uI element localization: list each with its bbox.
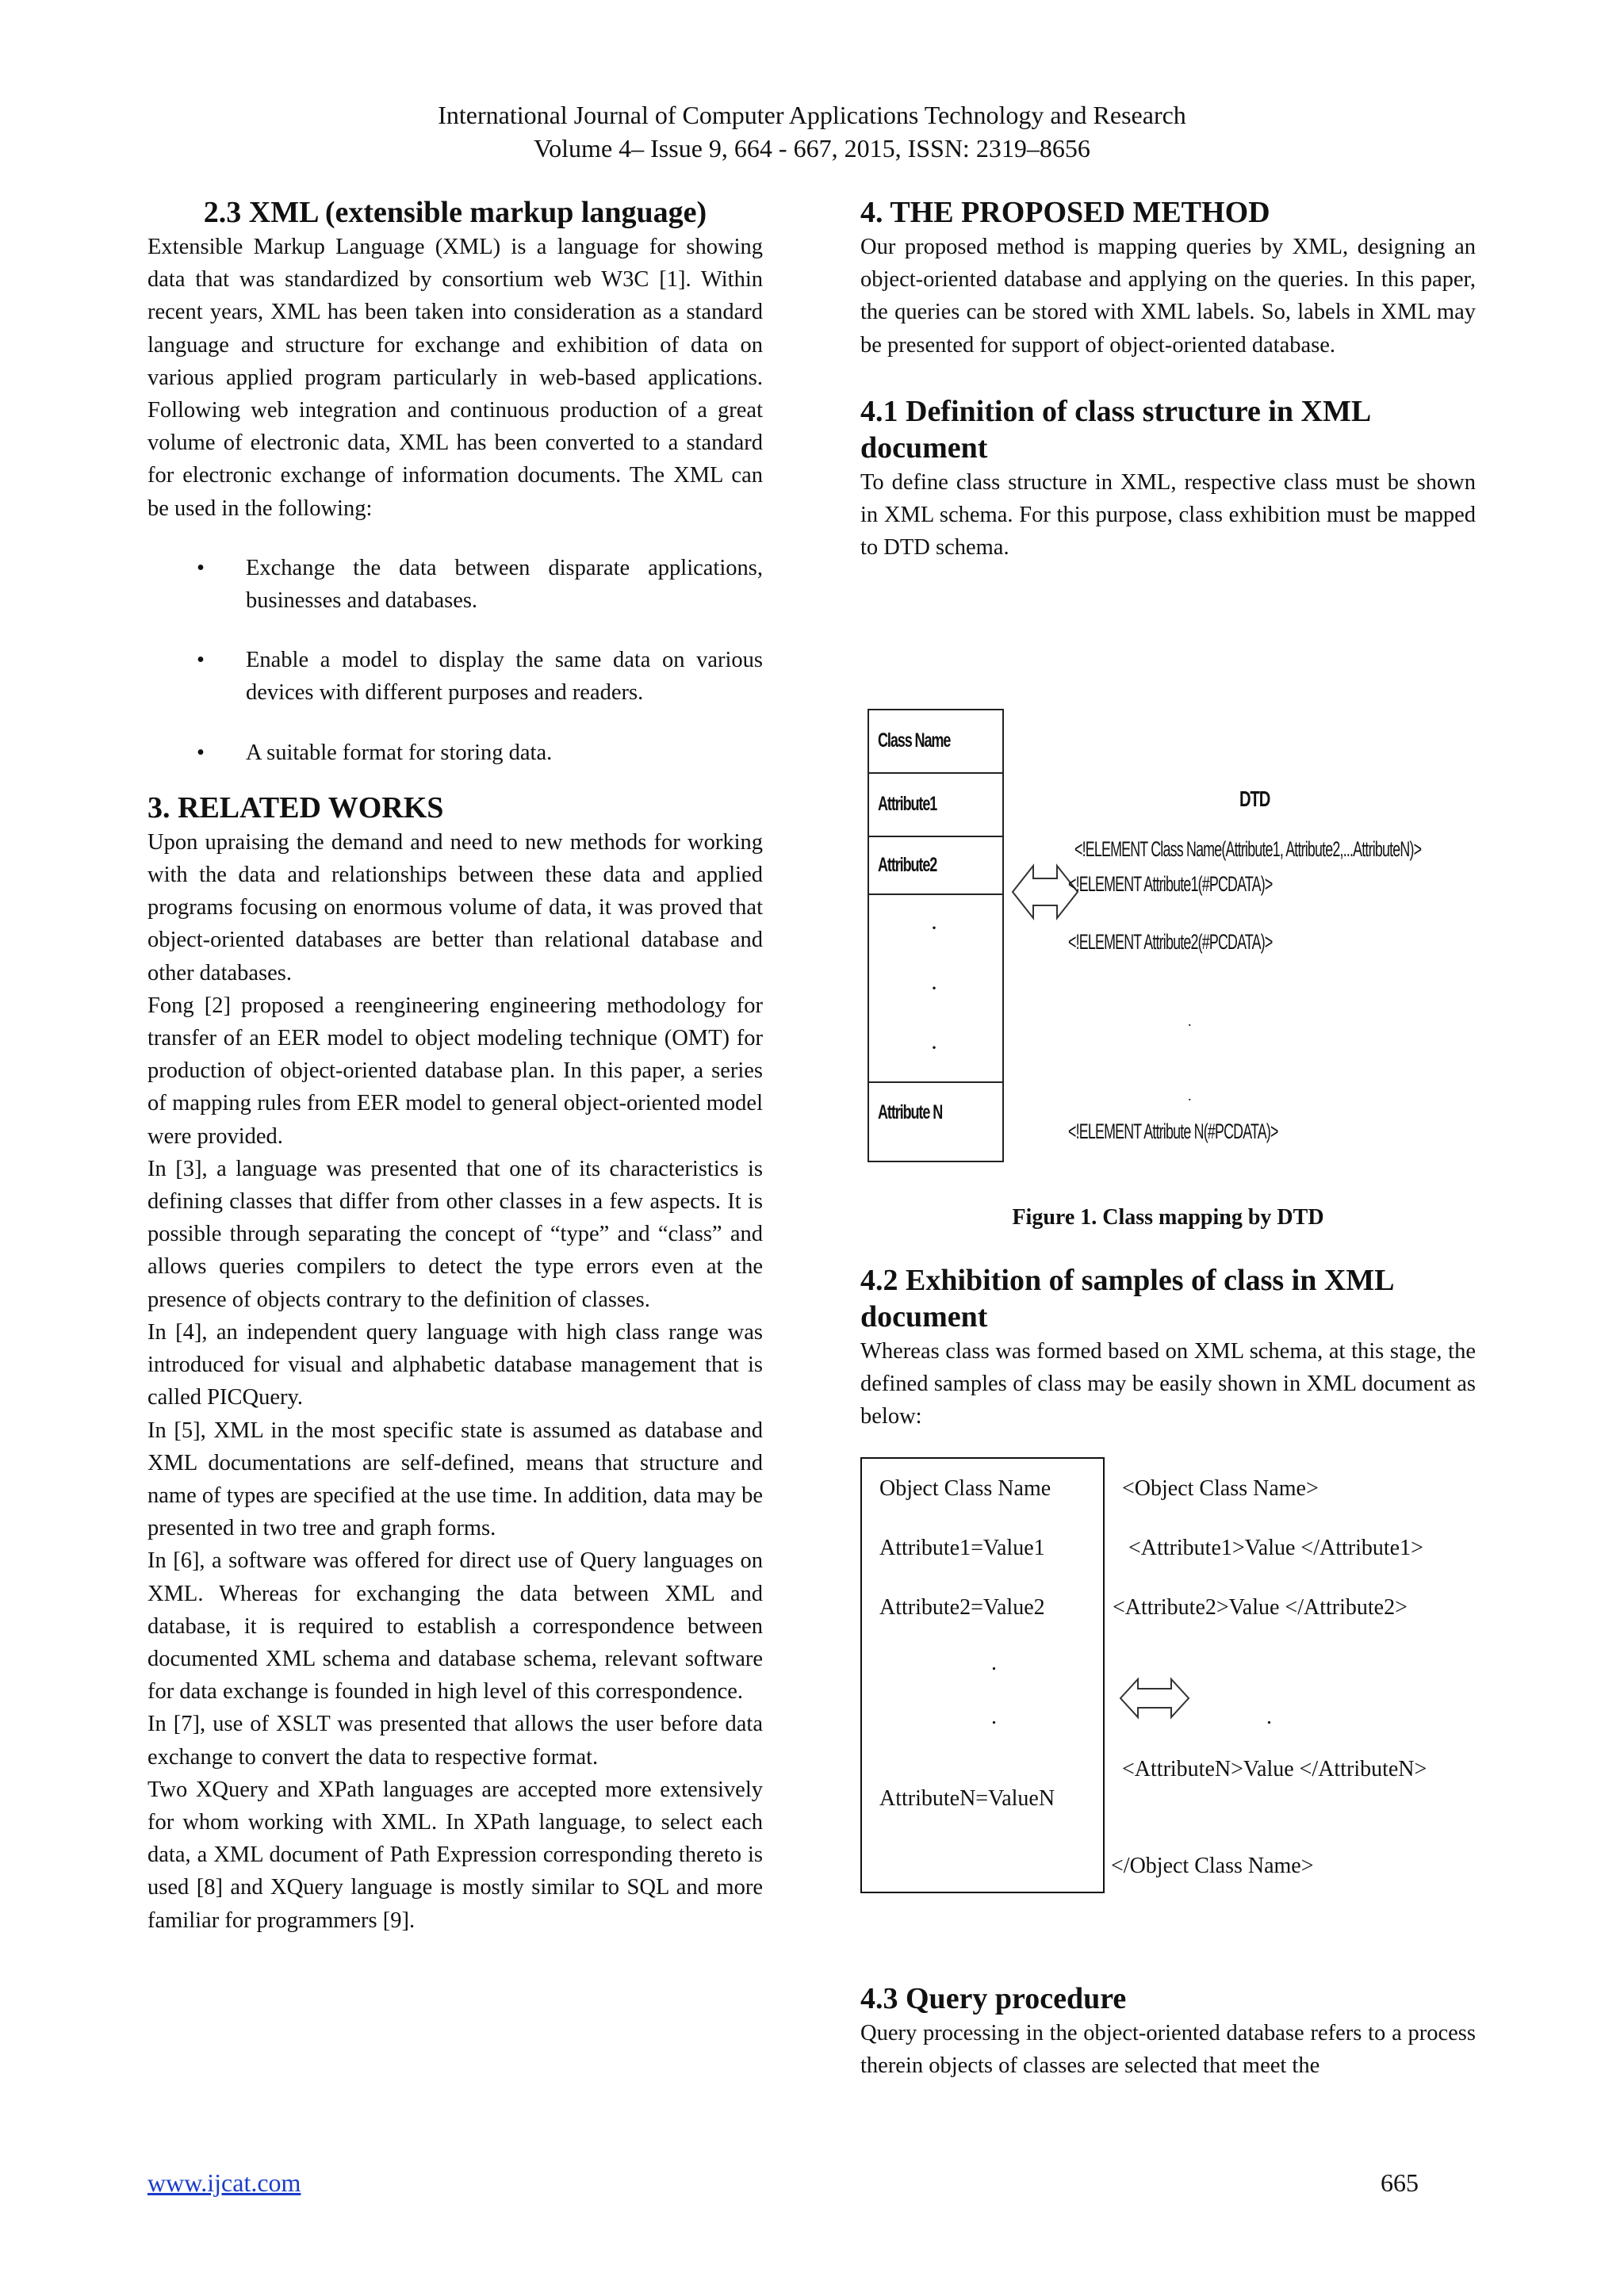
section-4-2-paragraph: Whereas class was formed based on XML schema, at this stage, the defined samples of class may be easily shown in XML document as below: [860, 1339, 1476, 1429]
dtd-ellipsis: . [1188, 1013, 1192, 1029]
section-3-paragraph: In [7], use of XSLT was presented that allows the user before data exchange to convert the data to respective format. [147, 1712, 763, 1770]
object-box [861, 1458, 1104, 1892]
section-4-title: 4. THE PROPOSED METHOD [860, 196, 1270, 229]
class-cell-attribute1: Attribute1 [878, 793, 937, 815]
list-item [147, 737, 763, 769]
section-4-1-paragraph: To define class structure in XML, respective class must be shown in XML schema. For this purpose, class exhibition must be mapped to DTD schema. [860, 469, 1476, 561]
figure-class-mapping [860, 698, 1487, 1189]
dtd-line: <!ELEMENT Attribute2(#PCDATA)> [1068, 930, 1273, 954]
xml-attribute1-line: <Attribute1>Value </Attribute1> [1128, 1536, 1423, 1560]
dtd-ellipsis: . [1188, 1088, 1192, 1104]
dtd-line: <!ELEMENT Attribute1(#PCDATA)> [1068, 872, 1273, 896]
list-item-text: Exchange the data between disparate applications, businesses and databases. [246, 555, 763, 614]
journal-website-link[interactable]: www.ijcat.com [147, 2168, 301, 2197]
list-item-text: A suitable format for storing data. [246, 740, 553, 765]
dtd-title: DTD [1239, 786, 1270, 811]
object-ellipsis: . [991, 1651, 997, 1675]
class-cell-attributeN: Attribute N [878, 1101, 943, 1123]
section-4-3-paragraph: Query processing in the object-oriented database refers to a process therein objects of classes are selected that meet the [860, 2021, 1476, 2079]
left-column [147, 194, 763, 1937]
xml-ellipsis: . [1266, 1705, 1272, 1729]
figure-sample-mapping [860, 1457, 1495, 1917]
object-attributeN: AttributeN=ValueN [879, 1786, 1055, 1811]
class-ellipsis: · [930, 975, 938, 1001]
double-arrow-icon [1120, 1679, 1189, 1717]
section-2-3-title: 2.3 XML (extensible markup language) [203, 196, 707, 229]
section-3-title: 3. RELATED WORKS [147, 790, 444, 825]
section-3-paragraph: In [6], a software was offered for direct use of Query languages on XML. Whereas for exchanging the data between XML and database, it is required to establish a correspondence between documented XML schema and database schema, relevant software for data exchange is founded in high level of this correspondence. [147, 1548, 763, 1705]
xml-uses-list [147, 552, 763, 769]
section-3-paragraph: In [4], an independent query language with high class range was introduced for visual and alphabetic database management that is called PICQuery. [147, 1319, 763, 1410]
journal-volume: Volume 4– Issue 9, 664 - 667, 2015, ISSN: 2319–8656 [534, 134, 1090, 163]
class-cell-name: Class Name [878, 729, 951, 752]
dtd-line: <!ELEMENT Class Name(Attribute1, Attribute2,...AttributeN)> [1074, 837, 1422, 861]
figure-1-caption: Figure 1. Class mapping by DTD [1012, 1205, 1324, 1230]
object-class-name: Object Class Name [879, 1476, 1051, 1501]
figure-2-drawing [860, 1457, 1495, 1917]
section-4-2 [860, 1262, 1476, 1433]
section-3-paragraph: Fong [2] proposed a reengineering engineering methodology for transfer of an EER model to object modeling technique (OMT) for production of object-oriented database plan. In this paper, a series of mapping rules from EER model to general object-oriented model were provided. [147, 993, 763, 1149]
section-4-1-title: 4.1 Definition of class structure in XML document [860, 394, 1370, 465]
journal-title: International Journal of Computer Applications Technology and Research [438, 101, 1186, 129]
list-item-text: Enable a model to display the same data on various devices with different purposes and readers. [246, 648, 763, 706]
section-2-3-paragraph: Extensible Markup Language (XML) is a language for showing data that was standardized by consortium web W3C [1]. Within recent years, XML has been taken into consideration as a standard language and structure for exchange and exhibition of data on various applied program particularly in web-based applications. Following web integration and continuous production of a great volume of electronic data, XML has been converted to a standard for electronic exchange of information documents. The XML can be used in the following: [147, 235, 763, 521]
bullet-icon: • [197, 740, 205, 765]
section-4-3 [860, 1980, 1476, 2082]
section-3-paragraph: Two XQuery and XPath languages are accepted more extensively for whom working with XML. In XPath language, to select each data, a XML document of Path Expression corresponding thereto is used [8] and XQuery language is mostly similar to SQL and more familiar for programmers [9]. [147, 1777, 763, 1933]
bullet-icon: • [197, 555, 205, 580]
object-ellipsis: . [991, 1705, 997, 1729]
right-column [860, 194, 1476, 564]
class-ellipsis: · [930, 915, 938, 941]
xml-open-tag: <Object Class Name> [1122, 1476, 1319, 1501]
page-number: 665 [1381, 2168, 1419, 2197]
class-cell-attribute2: Attribute2 [878, 854, 937, 876]
xml-attribute2-line: <Attribute2>Value </Attribute2> [1113, 1595, 1408, 1620]
section-4-2-title: 4.2 Exhibition of samples of class in XML document [860, 1264, 1393, 1334]
xml-attributeN-line: <AttributeN>Value </AttributeN> [1122, 1757, 1427, 1781]
object-attribute2: Attribute2=Value2 [879, 1595, 1045, 1620]
list-item [147, 644, 763, 709]
section-3-paragraph: In [3], a language was presented that one of its characteristics is defining classes that differ from other classes in a few aspects. It is possible through separating the concept of “type” and “class” and allows queries compilers to detect the type errors even at the presence of objects contrary to the definition of classes. [147, 1156, 763, 1312]
xml-close-tag: </Object Class Name> [1111, 1854, 1314, 1878]
journal-header [0, 98, 1624, 165]
class-ellipsis: · [930, 1035, 938, 1061]
list-item [147, 552, 763, 617]
dtd-line: <!ELEMENT Attribute N(#PCDATA)> [1068, 1119, 1278, 1143]
object-attribute1: Attribute1=Value1 [879, 1536, 1045, 1560]
section-3-paragraph: Upon upraising the demand and need to new methods for working with the data and relationships between these data and applied programs focusing on enormous volume of data, it was proved that object-oriented databases are better than relational database and other databases. [147, 829, 763, 985]
section-4-3-title: 4.3 Query procedure [860, 1982, 1127, 2015]
section-4-paragraph: Our proposed method is mapping queries by XML, designing an object-oriented database and applying on the queries. In this paper, the queries can be stored with XML labels. So, labels in XML may be presented for support of object-oriented database. [860, 235, 1476, 358]
bullet-icon: • [197, 648, 205, 673]
section-3-paragraph: In [5], XML in the most specific state is assumed as database and XML documentations are self-defined, means that structure and name of types are specified at the use time. In addition, data may be presented in two tree and graph forms. [147, 1418, 763, 1541]
